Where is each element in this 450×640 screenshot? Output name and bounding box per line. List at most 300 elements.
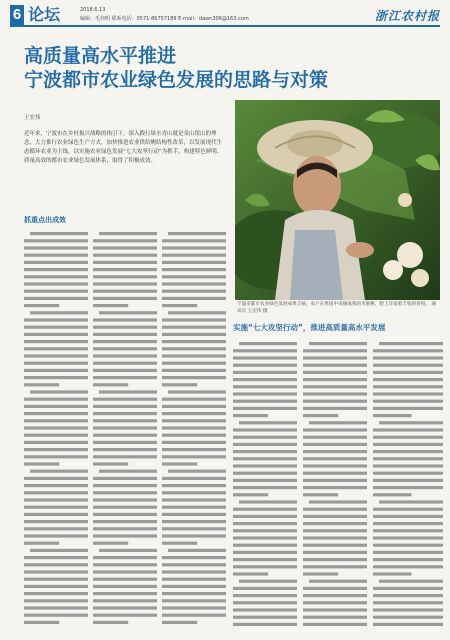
text-line [233,479,297,482]
text-line [309,342,367,345]
text-line [303,450,367,453]
photo-credit: 通讯员 王宏伟 摄 [237,302,437,314]
text-line [233,515,297,518]
text-line [24,556,88,559]
body-text-lines [373,340,443,630]
text-line [93,326,157,329]
text-line [162,448,226,451]
text-line [239,421,297,424]
headline-sub: 宁波都市农业绿色发展的思路与对策 [24,69,329,91]
text-line [373,472,443,475]
text-line [93,606,157,609]
text-line [93,520,157,523]
text-line [162,326,226,329]
text-line [233,594,297,597]
text-line [373,479,443,482]
text-line [93,347,157,350]
text-line [233,385,297,388]
text-line [93,556,157,559]
text-line [303,479,367,482]
text-line [162,426,226,429]
text-line [373,572,412,575]
text-line [99,549,157,552]
text-line [373,522,443,525]
text-line [168,390,226,393]
text-line [93,246,157,249]
text-line [162,275,226,278]
text-line [373,551,443,554]
text-line [373,601,443,604]
text-line [93,491,157,494]
body-text-lines [93,230,157,630]
text-line [162,347,226,350]
text-line [30,549,88,552]
text-line [24,369,88,372]
text-line [162,506,226,509]
text-line [379,500,443,503]
text-line [24,513,88,516]
text-line [233,565,297,568]
text-line [162,491,226,494]
text-line [93,513,157,516]
body-text-lines [24,230,88,630]
text-line [162,246,226,249]
text-line [303,493,338,496]
text-line [303,443,367,446]
masthead [10,5,440,27]
text-line [373,436,443,439]
text-line [24,570,88,573]
text-line [162,455,226,458]
text-line [24,318,88,321]
text-line [162,333,226,336]
text-line [24,426,88,429]
text-line [162,534,226,537]
text-line [24,340,88,343]
text-line [162,290,226,293]
text-line [24,527,88,530]
text-line [24,297,88,300]
text-line [303,551,367,554]
text-line [24,578,88,581]
text-line [373,558,443,561]
text-line [233,587,297,590]
text-line [303,522,367,525]
text-line [303,472,367,475]
text-line [93,383,128,386]
text-line [24,326,88,329]
text-line [162,592,226,595]
text-line [24,498,88,501]
text-line [24,246,88,249]
text-line [24,268,88,271]
text-line [99,232,157,235]
text-line [309,580,367,583]
text-line [93,376,157,379]
text-line [30,390,88,393]
text-line [93,455,157,458]
text-line [303,601,367,604]
text-line [373,515,443,518]
text-line [373,594,443,597]
text-line [24,448,88,451]
text-line [233,414,268,417]
text-line [233,392,297,395]
text-line [24,362,88,365]
text-line [93,426,157,429]
text-line [233,428,297,431]
text-line [168,311,226,314]
text-line [373,464,443,467]
text-line [93,527,157,530]
author-byline: 王宏伟 [24,115,41,121]
text-line [93,282,157,285]
text-line [93,462,128,465]
text-line [162,520,226,523]
text-line [24,290,88,293]
text-line [373,529,443,532]
text-line [162,578,226,581]
text-line [162,412,226,415]
text-line [24,354,88,357]
text-line [303,378,367,381]
text-line [93,585,157,588]
text-line [93,419,157,422]
text-line [93,239,157,242]
photo-caption-text: 宁波市都市农业绿色发展成果丰硕，农户在果园中采摘成熟的水蜜桃，脸上洋溢着丰收的喜悦。 [237,302,430,307]
text-line [303,565,367,568]
text-line [233,616,297,619]
text-line [373,536,443,539]
text-line [373,371,443,374]
text-line [303,371,367,374]
text-line [93,254,157,257]
text-line [93,441,157,444]
text-line [233,436,297,439]
text-line [168,232,226,235]
text-line [162,527,226,530]
text-line [373,407,443,410]
text-line [373,349,443,352]
text-line [373,544,443,547]
text-line [233,529,297,532]
text-line [373,565,443,568]
text-line [93,578,157,581]
text-line [99,390,157,393]
text-line [303,623,367,626]
text-line [162,606,226,609]
text-line [24,462,59,465]
text-line [162,498,226,501]
text-line [93,369,157,372]
text-line [303,558,367,561]
text-line [162,383,197,386]
text-line [24,477,88,480]
lead-paragraph: 近年来，宁波市在乡村振兴战略的指引下，深入践行绿水青山就是金山银山的理念，大力推行农业绿色生产方式，加快推进农业供给侧结构性改革，以发展现代生态循环农业为主线，以实施农业绿色发展“七大攻坚行动”为抓手，构建特色鲜明、质量高效的都市农业绿色发展体系，取得了积极成效。 [24,131,223,164]
text-line [24,398,88,401]
text-line [24,254,88,257]
text-line [93,570,157,573]
body-text-lines [162,230,226,630]
text-line [24,239,88,242]
text-line [24,484,88,487]
text-line [303,436,367,439]
text-line [30,470,88,473]
text-line [303,616,367,619]
text-line [99,470,157,473]
text-line [24,506,88,509]
text-line [162,405,226,408]
text-line [303,536,367,539]
text-line [30,232,88,235]
text-line [303,385,367,388]
section-heading-2: 实施“七大攻坚行动”，推进高质量高水平发展 [233,323,386,332]
section-title: 论坛 [28,5,61,24]
text-line [373,587,443,590]
text-line [303,608,367,611]
text-line [233,572,268,575]
text-line [373,428,443,431]
text-line [93,448,157,451]
text-line [233,472,297,475]
text-line [162,254,226,257]
text-line [162,419,226,422]
text-line [162,376,226,379]
text-line [93,477,157,480]
text-line [233,443,297,446]
text-line [93,534,157,537]
text-line [239,500,297,503]
text-line [233,558,297,561]
body-column-1 [24,230,88,630]
text-line [93,304,128,307]
text-line [233,364,297,367]
text-line [233,551,297,554]
text-line [162,563,226,566]
text-line [233,522,297,525]
text-line [93,333,157,336]
text-line [162,340,226,343]
text-line [233,450,297,453]
text-line [373,616,443,619]
text-line [373,356,443,359]
text-line [233,400,297,403]
text-line [24,419,88,422]
text-line [93,592,157,595]
text-line [373,457,443,460]
text-line [24,455,88,458]
text-line [303,508,367,511]
body-column-5 [303,340,367,630]
text-line [24,275,88,278]
body-column-4 [233,340,297,630]
text-line [24,614,88,617]
text-line [93,398,157,401]
text-line [162,621,197,624]
text-line [303,515,367,518]
text-line [24,261,88,264]
text-line [373,493,412,496]
text-line [168,470,226,473]
text-line [239,580,297,583]
text-line [162,462,197,465]
text-line [379,580,443,583]
text-line [303,356,367,359]
text-line [162,282,226,285]
text-line [379,342,443,345]
text-line [162,614,226,617]
text-line [373,414,412,417]
text-line [373,486,443,489]
text-line [373,608,443,611]
text-line [303,349,367,352]
text-line [233,356,297,359]
text-line [303,464,367,467]
text-line [99,311,157,314]
date-line: 2018.6.13 [80,7,106,13]
text-line [373,450,443,453]
headline-main: 高质量高水平推进 [24,45,177,67]
text-line [162,261,226,264]
text-line [93,405,157,408]
text-line [373,623,443,626]
text-line [24,592,88,595]
text-line [162,513,226,516]
text-line [162,570,226,573]
text-line [24,542,59,545]
text-line [233,508,297,511]
text-line [162,585,226,588]
text-line [162,354,226,357]
text-line [30,311,88,314]
article-photo [235,100,440,300]
text-line [373,400,443,403]
text-line [93,563,157,566]
text-line [379,421,443,424]
text-line [373,392,443,395]
text-line [303,587,367,590]
text-line [303,486,367,489]
text-line [162,362,226,365]
text-line [309,500,367,503]
text-line [93,297,157,300]
text-line [303,400,367,403]
text-line [233,349,297,352]
text-line [309,421,367,424]
text-line [162,441,226,444]
text-line [162,599,226,602]
text-line [93,340,157,343]
text-line [162,304,197,307]
text-line [93,434,157,437]
body-column-3 [162,230,226,630]
text-line [373,378,443,381]
text-line [303,428,367,431]
text-line [24,383,59,386]
text-line [93,412,157,415]
text-line [303,392,367,395]
text-line [303,407,367,410]
text-line [233,464,297,467]
text-line [93,268,157,271]
text-line [24,405,88,408]
text-line [24,534,88,537]
orchard-illustration [235,100,440,300]
body-column-2 [93,230,157,630]
text-line [24,376,88,379]
text-line [93,275,157,278]
text-line [239,342,297,345]
text-line [24,412,88,415]
text-line [93,498,157,501]
text-line [24,333,88,336]
text-line [24,347,88,350]
text-line [24,491,88,494]
text-line [162,239,226,242]
text-line [233,486,297,489]
text-line [233,608,297,611]
text-line [162,369,226,372]
text-line [162,556,226,559]
body-text-lines [303,340,367,630]
text-line [233,601,297,604]
text-line [93,318,157,321]
text-line [303,594,367,597]
text-line [303,414,338,417]
text-line [93,621,128,624]
text-line [24,606,88,609]
text-line [162,318,226,321]
section-heading-1: 抓重点出成效 [24,216,66,224]
text-line [162,477,226,480]
text-line [93,290,157,293]
text-line [233,457,297,460]
text-line [303,544,367,547]
text-line [24,599,88,602]
text-line [93,354,157,357]
text-line [162,398,226,401]
body-text-lines [233,340,297,630]
text-line [93,542,128,545]
text-line [162,484,226,487]
text-line [373,385,443,388]
text-line [303,364,367,367]
text-line [373,443,443,446]
text-line [162,268,226,271]
photo-caption [237,301,437,315]
text-line [233,371,297,374]
text-line [93,614,157,617]
body-column-6 [373,340,443,630]
text-line [93,506,157,509]
text-line [233,544,297,547]
text-line [303,529,367,532]
page-number: 6 [10,5,24,25]
text-line [93,599,157,602]
text-line [373,364,443,367]
text-line [373,508,443,511]
text-line [162,297,226,300]
text-line [162,434,226,437]
text-line [93,362,157,365]
text-line [24,520,88,523]
text-line [168,549,226,552]
text-line [24,304,59,307]
text-line [24,441,88,444]
text-line [93,261,157,264]
editor-line: 编辑：毛伟明 联系电话：0571-86757189 E-mail：dawn306@163.com [80,16,249,22]
text-line [233,536,297,539]
